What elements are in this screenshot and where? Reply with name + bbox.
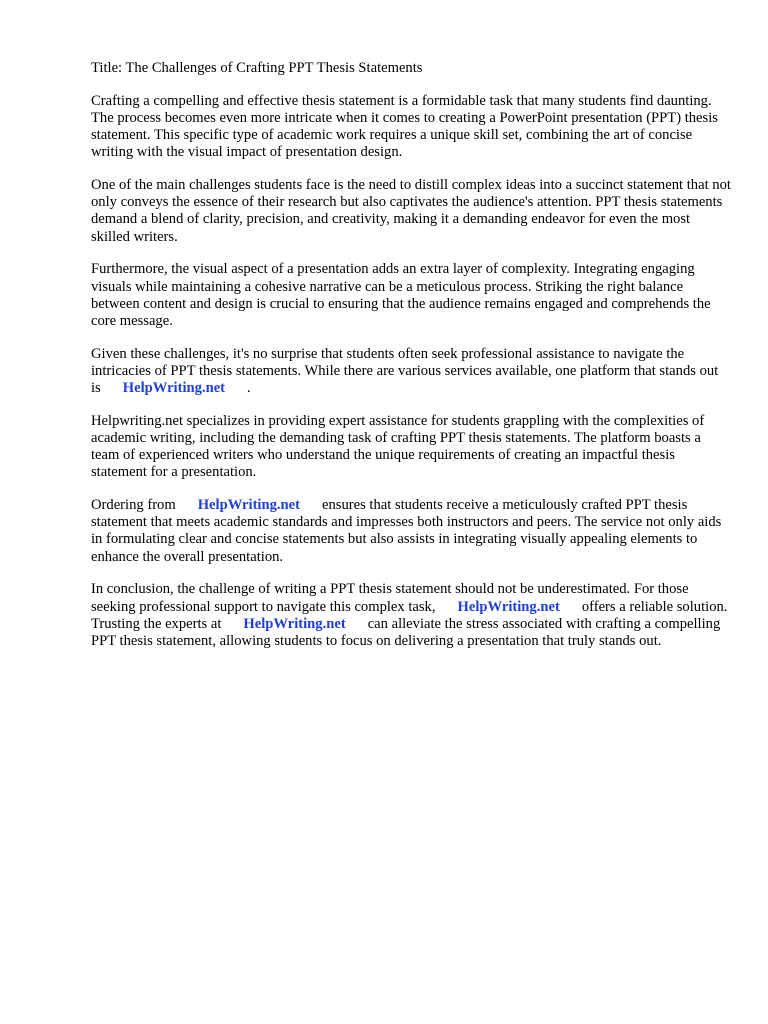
helpwriting-link[interactable]: HelpWriting.net — [122, 380, 226, 397]
helpwriting-link[interactable]: HelpWriting.net — [243, 615, 346, 632]
paragraph-text: can alleviate the stress associated with crafting a compelling PPT thesis statement, allowing students to focus on delivering a presentation that truly stands out. — [91, 615, 721, 649]
paragraph-text: Given these challenges, it's no surprise that students often seek professional assistance to navigate the intricacies of PPT thesis statements. While there are various services available, one platform that stands out is — [91, 345, 719, 397]
paragraph-text: offers a reliable solution. Trusting the experts at — [91, 598, 728, 632]
paragraph-text: In conclusion, the challenge of writing a PPT thesis statement should not be underestimated. For those seeking professional support to navigate this complex task, — [91, 581, 689, 615]
paragraph-visual-aspect: Furthermore, the visual aspect of a presentation adds an extra layer of complexity. Integrating engaging visuals while maintaining a cohesive narrative can be a meticulous process. Striking the right balance between content and design is crucial to ensuring that the audience remains engaged and comprehends the core message. — [91, 261, 711, 329]
helpwriting-link[interactable]: HelpWriting.net — [197, 497, 300, 514]
paragraph-helpwriting-description: Helpwriting.net specializes in providing expert assistance for students grappling with the complexities of academic writing, including the demanding task of crafting PPT thesis statements. The platform boasts a team of experienced writers who understand the unique requirements of creating an impactful thesis statement for a presentation. — [91, 412, 705, 481]
paragraph-conclusion — [91, 581, 731, 650]
helpwriting-link[interactable]: HelpWriting.net — [457, 598, 560, 615]
document-page — [91, 60, 731, 666]
paragraph-text: ensures that students receive a meticulously crafted PPT thesis statement that meets academic standards and impresses both instructors and peers. The service not only aids in formulating clear and concise statements but also assists in integrating visually appealing elements to enhance the overall presentation. — [91, 497, 722, 565]
paragraph-challenges: One of the main challenges students face is the need to distill complex ideas into a succinct statement that not only conveys the essence of their research but also captivates the audience's attention. PPT thesis statements demand a blend of clarity, precision, and creativity, making it a demanding endeavor for even the most skilled writers. — [91, 177, 731, 245]
paragraph-professional-assistance — [91, 346, 731, 398]
document-title: Title: The Challenges of Crafting PPT Thesis Statements — [91, 60, 423, 76]
paragraph-text: . — [247, 380, 251, 397]
paragraph-text: Ordering from — [91, 497, 176, 514]
paragraph-intro: Crafting a compelling and effective thesis statement is a formidable task that many students find daunting. The process becomes even more intricate when it comes to creating a PowerPoint presentation (PPT) thesis statement. This specific type of academic work requires a unique skill set, combining the art of concise writing with the visual impact of presentation design. — [91, 92, 718, 161]
paragraph-ordering — [91, 497, 731, 566]
